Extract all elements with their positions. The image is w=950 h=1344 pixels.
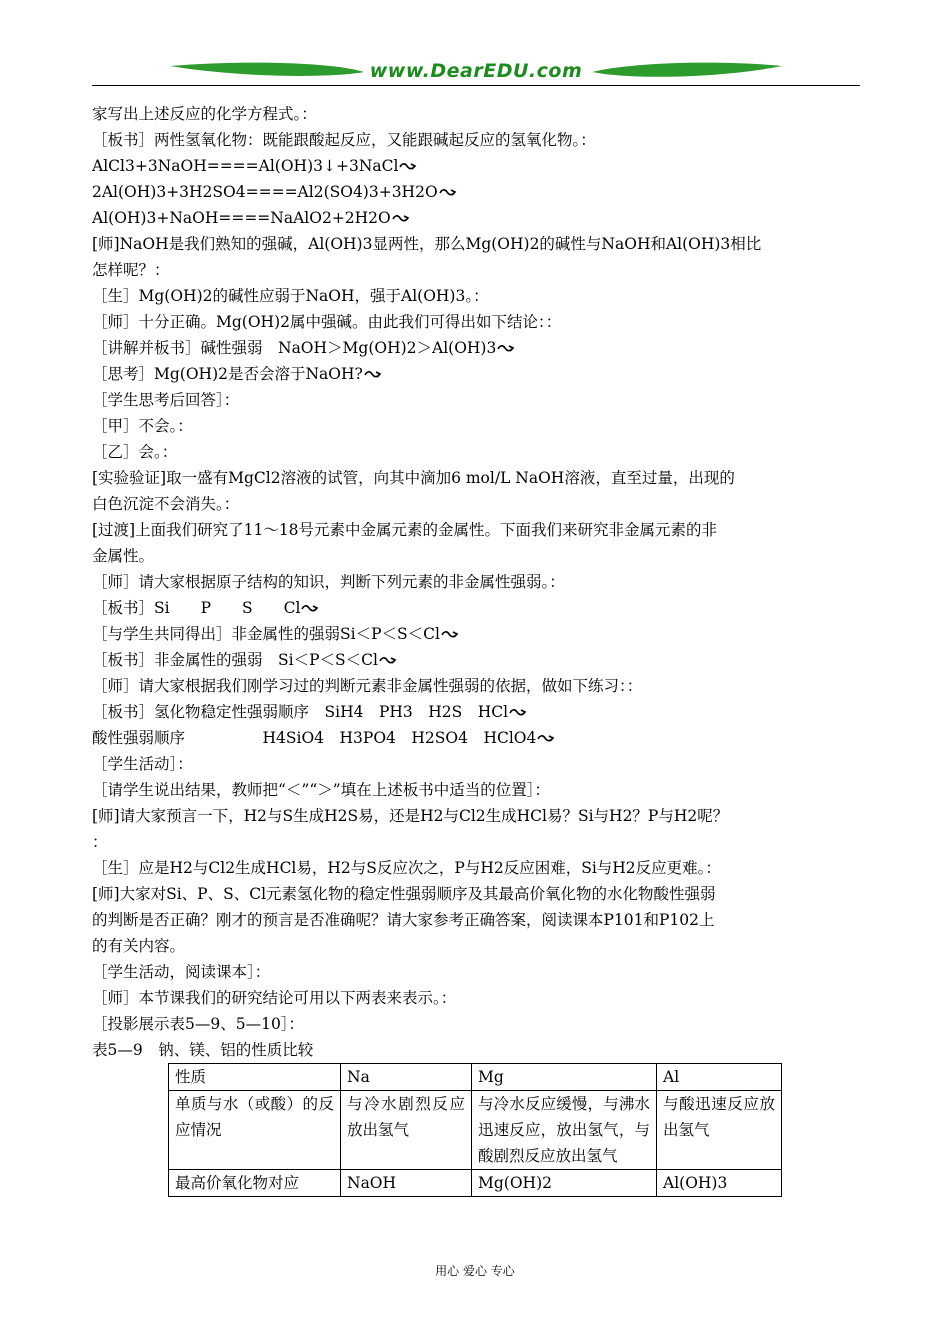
line-break-mark-icon — [497, 343, 515, 355]
text-line — [92, 699, 862, 725]
table-row — [169, 1091, 782, 1170]
line-break-mark-icon — [399, 161, 417, 173]
text-line — [92, 413, 862, 439]
text-line-content: 的有关内容。 — [92, 937, 186, 955]
text-line — [92, 491, 862, 517]
text-line — [92, 569, 862, 595]
text-line — [92, 621, 862, 647]
text-line-content: [实验验证]取一盛有MgCl2溶液的试管，向其中滴加6 mol/L NaOH溶液，直至过量，出现的 — [92, 469, 735, 487]
text-line-content: ［生］Mg(OH)2的碱性应弱于NaOH，强于Al(OH)3。： — [92, 287, 489, 305]
text-line-content: [过渡]上面我们研究了11～18号元素中金属元素的金属性。下面我们来研究非金属元素的非 — [92, 521, 718, 539]
line-break-mark-icon — [364, 369, 382, 381]
table-cell: 与酸迅速反应放出氢气 — [657, 1091, 782, 1170]
text-line — [92, 127, 862, 153]
text-line-content: ［师］请大家根据原子结构的知识，判断下列元素的非金属性强弱。： — [92, 573, 565, 591]
text-line-content: ［师］本节课我们的研究结论可用以下两表来表示。： — [92, 989, 457, 1007]
text-line — [92, 465, 862, 491]
text-line — [92, 361, 862, 387]
table-cell: Mg(OH)2 — [472, 1170, 657, 1197]
text-line — [92, 283, 862, 309]
text-line-content: ［讲解并板书］碱性强弱 NaOH＞Mg(OH)2＞Al(OH)3 — [92, 339, 497, 357]
text-line-content: 的判断是否正确？刚才的预言是否准确呢？请大家参考正确答案，阅读课本P101和P102上 — [92, 911, 715, 929]
text-line-content: 家写出上述反应的化学方程式。： — [92, 105, 317, 123]
text-line-content: ［学生活动，阅读课本］： — [92, 963, 271, 981]
text-line — [92, 829, 862, 855]
text-line-content: ［乙］会。： — [92, 443, 178, 461]
text-line — [92, 985, 862, 1011]
site-logo: www.DearEDU.com — [369, 60, 583, 82]
text-line-content: ［生］应是H2与Cl2生成HCl易，H2与S反应次之，P与H2反应困难，Si与H2反应更难。： — [92, 859, 721, 877]
text-line — [92, 387, 862, 413]
table-row — [169, 1170, 782, 1197]
line-break-mark-icon — [537, 733, 555, 745]
text-line — [92, 1037, 862, 1063]
text-line-content: AlCl3+3NaOH====Al(OH)3↓+3NaCl — [92, 157, 399, 175]
text-line — [92, 881, 862, 907]
text-line — [92, 855, 862, 881]
document-body — [92, 101, 862, 1063]
page-footer: 用心 爱心 专心 — [435, 1264, 515, 1278]
text-line-content: 怎样呢？： — [92, 261, 170, 279]
text-line — [92, 439, 862, 465]
text-line — [92, 101, 862, 127]
table-cell: Al(OH)3 — [657, 1170, 782, 1197]
text-line-content: 酸性强弱顺序 H4SiO4 H3PO4 H2SO4 HClO4 — [92, 729, 537, 747]
text-line-content: ［与学生共同得出］非金属性的强弱Si＜P＜S＜Cl — [92, 625, 440, 643]
text-line-content: ［学生活动］： — [92, 755, 193, 773]
text-line — [92, 543, 862, 569]
text-line-content: ［思考］Mg(OH)2是否会溶于NaOH? — [92, 365, 363, 383]
line-break-mark-icon — [392, 213, 410, 225]
text-line-content: 2Al(OH)3+3H2SO4====Al2(SO4)3+3H2O — [92, 183, 438, 201]
text-line-content: ［板书］非金属性的强弱 Si＜P＜S＜Cl — [92, 651, 378, 669]
table-cell: 最高价氧化物对应 — [169, 1170, 341, 1197]
text-line-content: 表5—9 钠、镁、铝的性质比较 — [92, 1041, 314, 1059]
table-cell: 单质与水（或酸）的反应情况 — [169, 1091, 341, 1170]
text-line — [92, 595, 862, 621]
text-line-content: [师]请大家预言一下，H2与S生成H2S易，还是H2与Cl2生成HCl易？Si与H2？P与H2呢？ — [92, 807, 729, 825]
text-line-content: ： — [92, 833, 108, 851]
text-line — [92, 153, 862, 179]
table-cell: 与冷水反应缓慢，与沸水迅速反应，放出氢气，与酸剧烈反应放出氢气 — [472, 1091, 657, 1170]
text-line — [92, 803, 862, 829]
text-line — [92, 751, 862, 777]
text-line — [92, 231, 862, 257]
table-header-row — [169, 1064, 782, 1091]
line-break-mark-icon — [379, 655, 397, 667]
text-line — [92, 725, 862, 751]
text-line-content: [师]大家对Si、P、S、Cl元素氢化物的稳定性强弱顺序及其最高价氧化物的水化物酸性强弱 — [92, 885, 716, 903]
text-line — [92, 933, 862, 959]
text-line — [92, 205, 862, 231]
text-line — [92, 309, 862, 335]
text-line-content: ［师］十分正确。Mg(OH)2属中强碱。由此我们可得出如下结论：： — [92, 313, 562, 331]
text-line-content: ［学生思考后回答］： — [92, 391, 240, 409]
text-line-content: ［师］请大家根据我们刚学习过的判断元素非金属性强弱的依据，做如下练习：： — [92, 677, 643, 695]
line-break-mark-icon — [509, 707, 527, 719]
header-rule — [92, 85, 860, 86]
page-header — [92, 58, 860, 88]
table-header-cell: 性质 — [169, 1064, 341, 1091]
table-header-cell: Na — [341, 1064, 472, 1091]
line-break-mark-icon — [441, 629, 459, 641]
line-break-mark-icon — [301, 603, 319, 615]
text-line-content: ［板书］两性氢氧化物：既能跟酸起反应，又能跟碱起反应的氢氧化物。： — [92, 131, 596, 149]
table-cell: 与冷水剧烈反应放出氢气 — [341, 1091, 472, 1170]
table-header-cell: Al — [657, 1064, 782, 1091]
text-line — [92, 959, 862, 985]
text-line — [92, 647, 862, 673]
text-line-content: ［请学生说出结果，教师把“＜”“＞”填在上述板书中适当的位置］： — [92, 781, 550, 799]
text-line-content: 白色沉淀不会消失。： — [92, 495, 240, 513]
text-line-content: [师]NaOH是我们熟知的强碱，Al(OH)3显两性，那么Mg(OH)2的碱性与NaOH和Al(OH)3相比 — [92, 235, 762, 253]
text-line-content: ［板书］氢化物稳定性强弱顺序 SiH4 PH3 H2S HCl — [92, 703, 509, 721]
line-break-mark-icon — [439, 187, 457, 199]
text-line-content: ［甲］不会。： — [92, 417, 193, 435]
table-header-cell: Mg — [472, 1064, 657, 1091]
text-line-content: 金属性。 — [92, 547, 155, 565]
text-line-content: Al(OH)3+NaOH====NaAlO2+2H2O — [92, 209, 391, 227]
text-line — [92, 1011, 862, 1037]
text-line — [92, 335, 862, 361]
text-line — [92, 257, 862, 283]
properties-table — [168, 1063, 782, 1197]
text-line-content: ［板书］Si P S Cl — [92, 599, 301, 617]
text-line — [92, 179, 862, 205]
text-line — [92, 673, 862, 699]
text-line — [92, 907, 862, 933]
text-line — [92, 517, 862, 543]
text-line-content: ［投影展示表5—9、5—10］： — [92, 1015, 305, 1033]
text-line — [92, 777, 862, 803]
table-cell: NaOH — [341, 1170, 472, 1197]
